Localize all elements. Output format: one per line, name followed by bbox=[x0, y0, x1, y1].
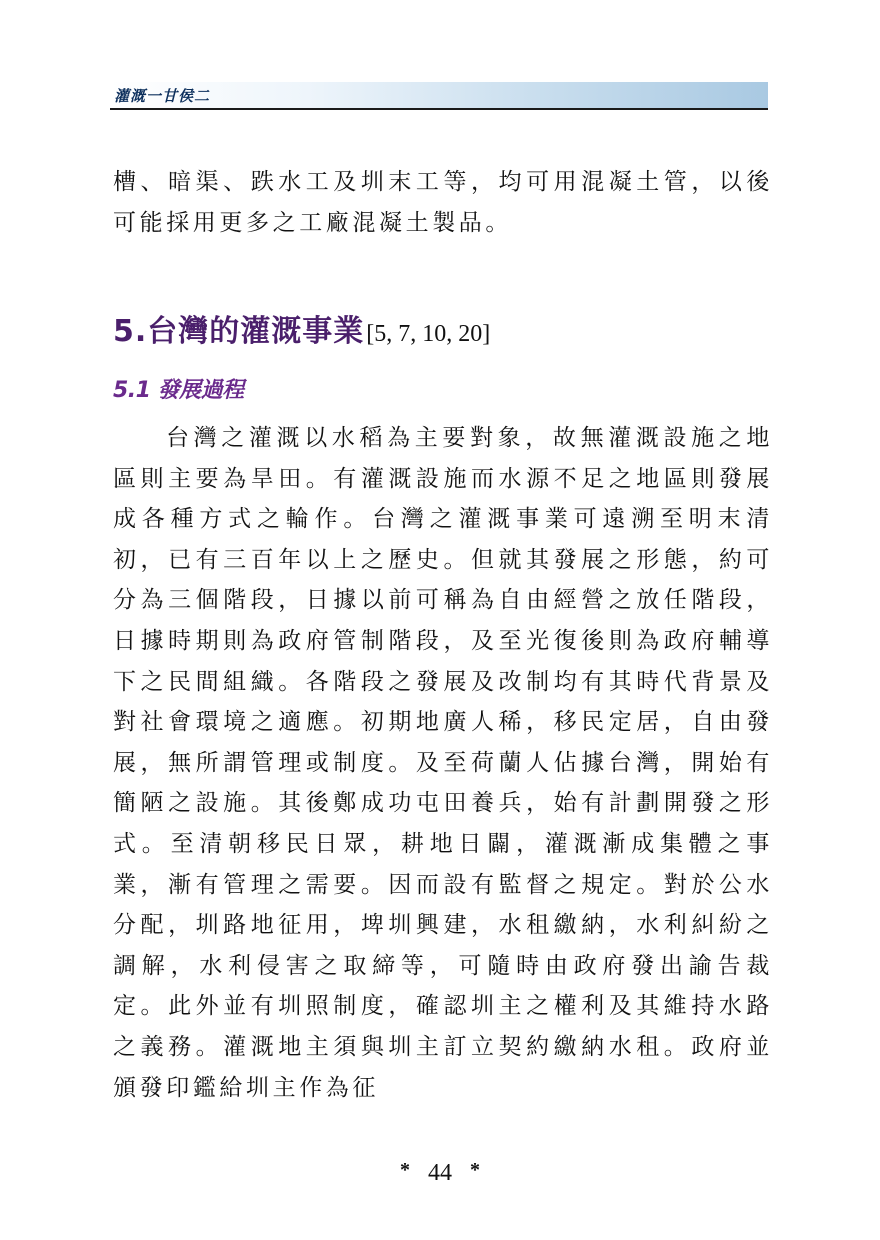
section-heading-text: 5.台灣的灌溉事業 bbox=[113, 314, 365, 349]
page-footer bbox=[0, 1160, 880, 1187]
footer-star-left: * bbox=[400, 1159, 410, 1181]
subsection-heading: 5.1 發展過程 bbox=[113, 378, 244, 403]
header-rule bbox=[110, 108, 768, 110]
running-header-title: 灌溉一甘侯二 bbox=[114, 87, 211, 105]
page-number: 44 bbox=[428, 1160, 452, 1186]
body-paragraph: 台灣之灌溉以水稻為主要對象，故無灌溉設施之地區則主要為旱田。有灌溉設施而水源不足之地區則發展成各種方式之輪作。台灣之灌溉事業可遠溯至明末清初，已有三百年以上之歷史。但就其發展之形態，約可分為三個階段，日據以前可稱為自由經營之放任階段，日據時期則為政府管制階段，及至光復後則為政府輔導下之民間組織。各階段之發展及改制均有其時代背景及對社會環境之適應。初期地廣人稀，移民定居，自由發展，無所謂管理或制度。及至荷蘭人佔據台灣，開始有簡陋之設施。其後鄭成功屯田養兵，始有計劃開發之形式。至清朝移民日眾，耕地日闢，灌溉漸成集體之事業，漸有管理之需要。因而設有監督之規定。對於公水分配，圳路地征用，埤圳興建，水租繳納，水利糾紛之調解，水利侵害之取締等，可隨時由政府發出諭告裁定。此外並有圳照制度，確認圳主之權利及其維持水路之義務。灌溉地主須與圳主訂立契約繳納水租。政府並頒發印鑑給圳主作為征 bbox=[113, 425, 773, 1101]
footer-star-right: * bbox=[470, 1159, 480, 1181]
intro-paragraph: 槽、暗渠、跌水工及圳末工等，均可用混凝土管，以後可能採用更多之工廠混凝土製品。 bbox=[113, 169, 773, 236]
section-references: [5, 7, 10, 20] bbox=[366, 321, 491, 347]
section-heading bbox=[113, 306, 490, 350]
